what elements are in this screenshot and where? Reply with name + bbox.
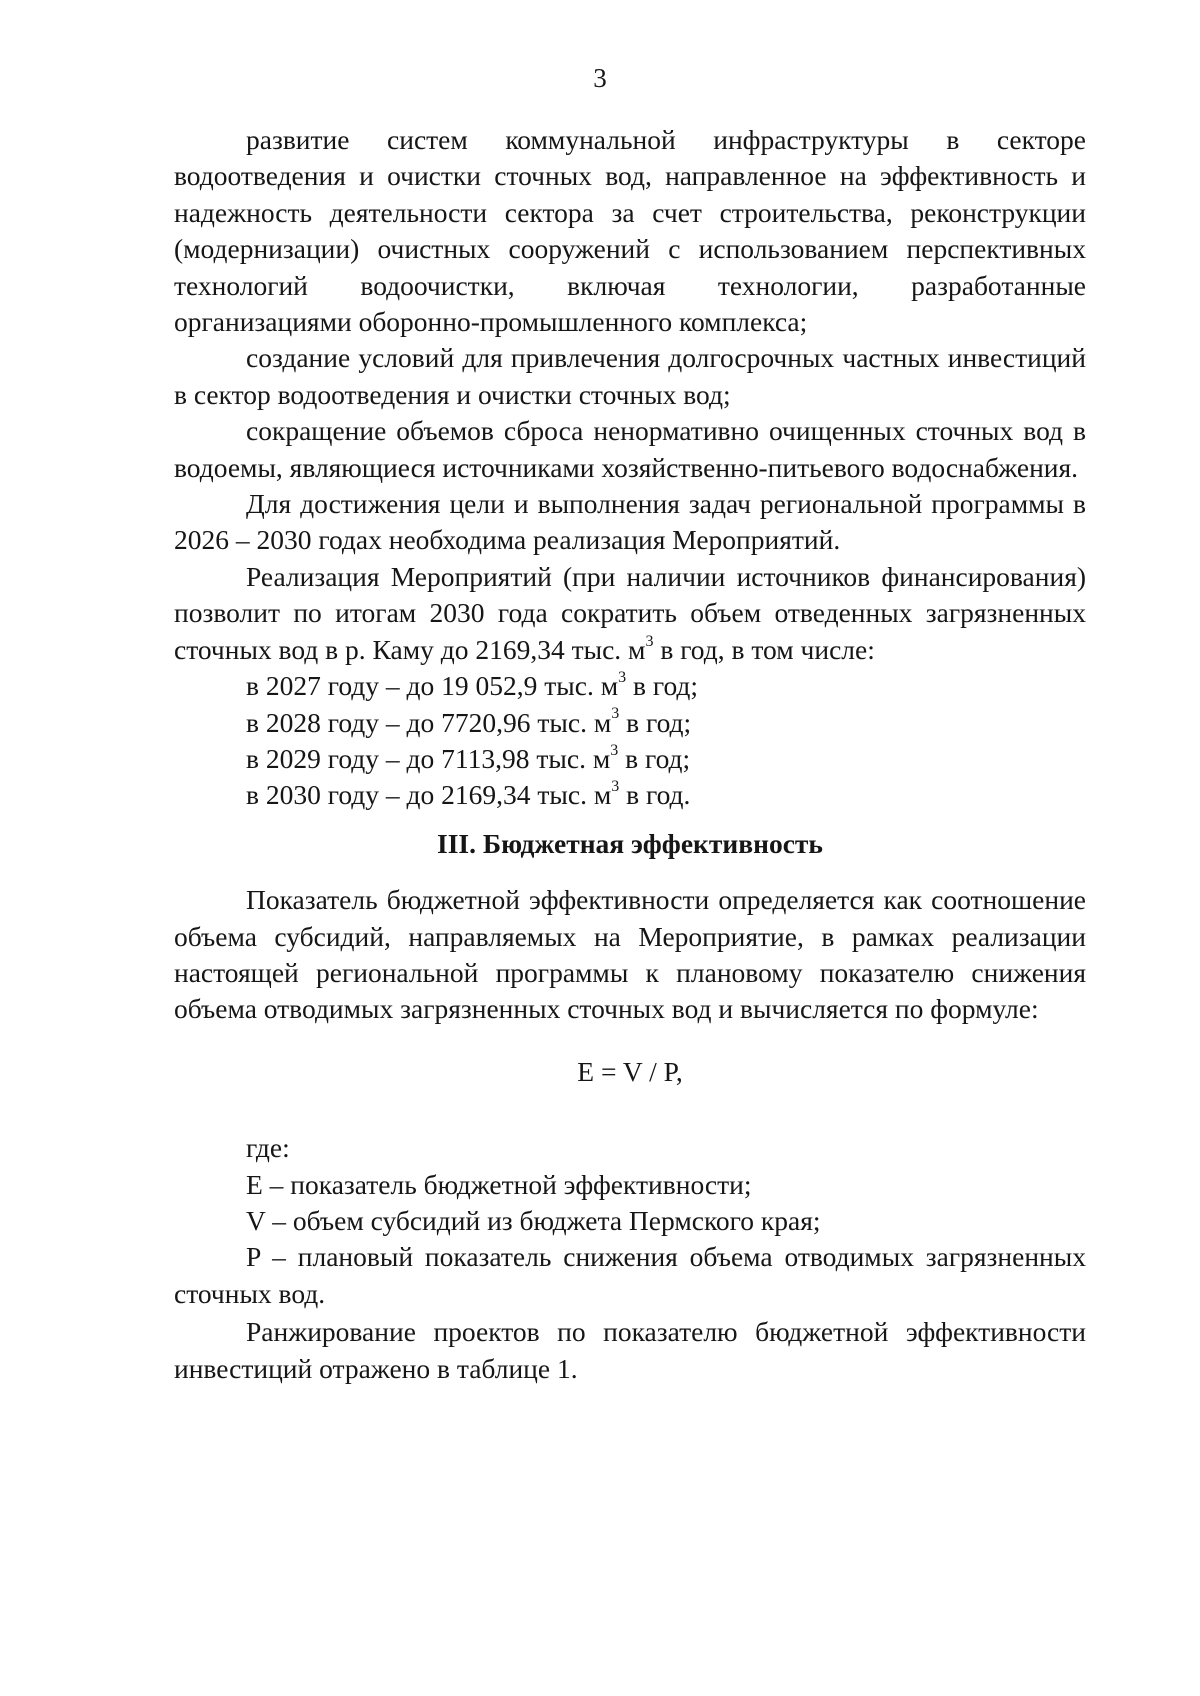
paragraph-goal-achievement: Для достижения цели и выполнения задач региональной программы в 2026 – 2030 годах необходима реализация Мероприятий. xyxy=(174,488,1086,556)
page-number: 3 xyxy=(593,63,607,93)
yearly-target-2030: в 2030 году – до 2169,34 тыс. $м^3$ в год. xyxy=(246,778,691,811)
yearly-target-2028: в 2028 году – до 7720,96 тыс. $м^3$ в год; xyxy=(246,705,692,738)
paragraph-infrastructure: развитие систем коммунальной инфраструктуры в секторе водоотведения и очистки сточных вод, направленное на эффективность и надежность деятельности сектора за счет строительства, реконструкции (модернизации) очистных сооружений с использованием перспективных технологий водоочистки, включая технологии, разработанные организациями оборонно-промышленного комплекса; xyxy=(174,124,1086,338)
formula: E = V / P, xyxy=(577,1055,683,1087)
paragraph-closing: Ранжирование проектов по показателю бюджетной эффективности инвестиций отражено в таблице 1. xyxy=(174,1316,1086,1384)
paragraph-investments: создание условий для привлечения долгосрочных частных инвестиций в сектор водоотведения и очистки сточных вод; xyxy=(174,342,1086,410)
where-label: где: xyxy=(246,1132,290,1164)
paragraph-realization xyxy=(174,559,1086,668)
realization-text-end: в год, в том числе: xyxy=(653,633,875,665)
section-heading: III. Бюджетная эффективность xyxy=(437,827,823,859)
paragraph-indicator: Показатель бюджетной эффективности определяется как соотношение объема субсидий, направляемых на Мероприятие, в рамках реализации настоящей региональной программы к плановому показателю снижения объема отводимых загрязненных сточных вод и вычисляется по формуле: xyxy=(174,884,1086,1025)
paragraph-discharge-reduction: сокращение объемов сброса ненормативно очищенных сточных вод в водоемы, являющиеся источниками хозяйственно-питьевого водоснабжения. xyxy=(174,415,1086,483)
yearly-target-2027: в 2027 году – до 19 052,9 тыс. $м^3$ в год; xyxy=(246,668,699,702)
definition-v: V – объем субсидий из бюджета Пермского края; xyxy=(246,1204,821,1236)
yearly-target-2029: в 2029 году – до 7113,98 тыс. $м^3$ в год; xyxy=(246,741,691,774)
definition-e: E – показатель бюджетной эффективности; xyxy=(246,1168,752,1200)
realization-text: Реализация Мероприятий (при наличии источников финансирования) позволит по итогам 2030 года сократить объем отведенных загрязненных сточных вод в р. Каму до 2169,34 тыс. м xyxy=(174,560,1086,665)
cubic-superscript: 3 xyxy=(645,632,654,650)
document-body xyxy=(174,122,1086,1387)
definition-p: P – плановый показатель снижения объема отводимых загрязненных сточных вод. xyxy=(174,1241,1086,1309)
